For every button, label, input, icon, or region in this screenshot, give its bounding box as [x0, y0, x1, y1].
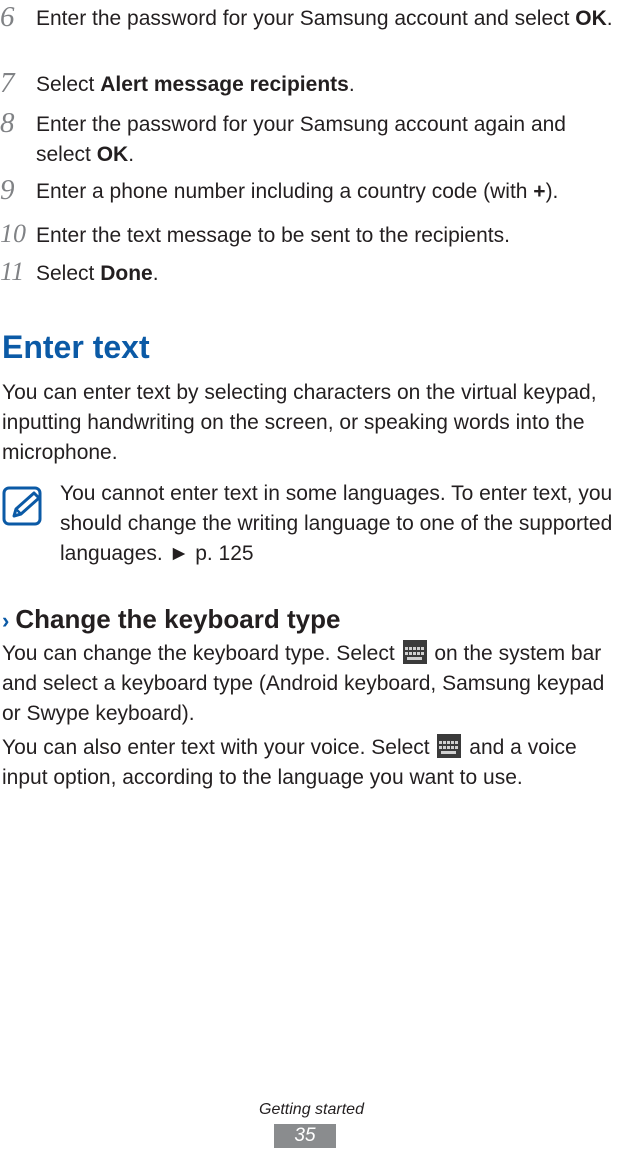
step-text: Enter the text message to be sent to the recipients. — [36, 224, 510, 247]
step-bold: OK — [96, 143, 129, 166]
keyboard-icon — [437, 734, 461, 758]
page-number: 35 — [274, 1124, 336, 1148]
step-text — [36, 259, 619, 289]
pencil-note-icon — [2, 486, 44, 526]
step-text-part: Select — [36, 73, 101, 96]
step-number: 9 — [0, 174, 15, 206]
note-text: You cannot enter text in some languages. To enter text, you should change the writing language to one of the supported languages. ► p. 125 — [60, 482, 613, 565]
step-number: 10 — [0, 219, 26, 248]
step-text — [36, 70, 619, 100]
step-text — [36, 110, 619, 170]
step-text-part: Enter a phone number including a country code (with — [36, 180, 534, 203]
step-number: 8 — [0, 107, 15, 139]
step-text-part: . — [152, 262, 159, 285]
step-text-part: Enter the password for your Samsung account and select — [36, 7, 576, 30]
step-text-part: Enter the password for your Samsung account again and select — [36, 113, 566, 166]
para-text: You can also enter text with your voice. Select — [2, 736, 436, 759]
step-text — [36, 177, 619, 207]
step-bold: Alert message recipients — [100, 73, 349, 96]
paragraph-voice-input — [2, 733, 619, 793]
subsection-title — [2, 601, 340, 639]
para-text: You can change the keyboard type. Select — [2, 642, 401, 665]
section-intro: You can enter text by selecting characters on the virtual keypad, inputting handwriting on the screen, or speaking words into the microphone. — [2, 381, 597, 464]
step-text-part: . — [606, 7, 613, 30]
footer-chapter: Getting started — [259, 1101, 364, 1118]
step-text-part: ). — [545, 180, 559, 203]
step-bold: Done — [100, 262, 153, 285]
para-text: on the system bar and select a keyboard type (Android keyboard, Samsung keypad or Swype keyboard). — [2, 642, 605, 725]
section-title: Enter text — [2, 329, 150, 365]
para-text: and a voice input option, according to the language you want to use. — [2, 736, 577, 789]
step-text — [36, 4, 619, 34]
step-text-part: . — [348, 73, 355, 96]
step-text-part: . — [128, 143, 135, 166]
step-number: 6 — [0, 1, 15, 33]
step-number: 11 — [0, 257, 25, 286]
subsection-title-text: Change the keyboard type — [15, 604, 341, 634]
step-bold: + — [533, 180, 546, 203]
chevron-icon: › — [2, 608, 10, 633]
paragraph-keyboard-type — [2, 639, 619, 729]
keyboard-icon — [403, 640, 427, 664]
step-text-part: Select — [36, 262, 101, 285]
step-number: 7 — [0, 67, 15, 99]
step-bold: OK — [575, 7, 607, 30]
